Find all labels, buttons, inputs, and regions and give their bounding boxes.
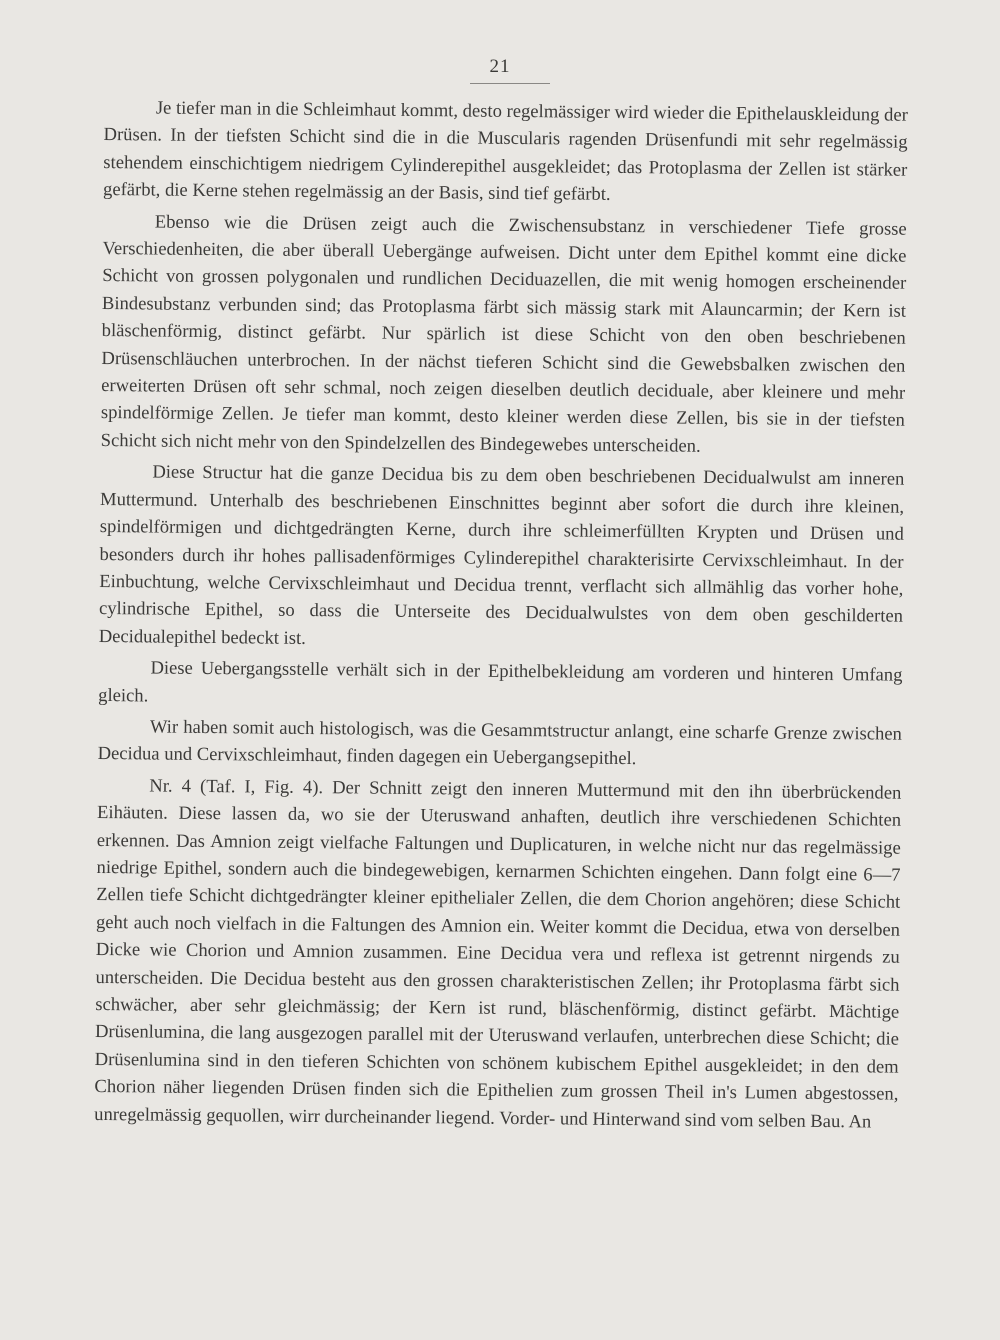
page-number: 21 xyxy=(489,56,511,77)
paragraph: Diese Structur hat die ganze Decidua bis zu dem oben beschriebenen Decidualwulst am inneren Muttermund. Unterhalb des beschriebenen Einschnittes beginnt aber sofort die durch ihre kleinen, spindelförmigen und dichtgedrängten Kerne, durch ihre schleimerfüllten Krypten und Drüsen und besonders durch ihr hohes pallisadenförmiges Cylinderepithel charakterisirte Cervixschleimhaut. In der Einbuchtung, welche Cervixschleimhaut und Decidua trennt, verflacht sich allmählig das vorher hohe, cylindrische Epithel, so dass die Unterseite des Decidualwulstes von dem oben geschilderten Decidualepithel bedeckt ist. xyxy=(98,461,905,649)
paragraph: Wir haben somit auch histologisch, was die Gesammtstructur anlangt, eine scharfe Grenze zwischen Decidua und Cervixschleimhaut, finden dagegen ein Uebergangsepithel. xyxy=(97,716,902,770)
paragraph: Ebenso wie die Drüsen zeigt auch die Zwischensubstanz in verschiedener Tiefe grosse Verschiedenheiten, die aber überall Uebergänge aufweisen. Dicht unter dem Epithel kommt eine dicke Schicht von grossen polygonalen und rundlichen Deciduazellen, die mit wenig homogen erscheinender Bindesubstanz verbunden sind; das Protoplasma färbt sich mässig stark mit Alauncarmin; der Kern ist bläschenförmig, distinct gefärbt. Nur spärlich ist diese Schicht von den oben beschriebenen Drüsenschläuchen unterbrochen. In der nächst tieferen Schicht sind die Gewebsbalken zwischen den erweiterten Drüsen oft sehr schmal, noch zeigen dieselben deutlich deciduale, aber kleinere und mehr spindelförmige Zellen. Je tiefer man kommt, desto kleiner werden diese Zellen, bis sie in der tiefsten Schicht sich nicht mehr von den Spindelzellen des Bindegewebes unterscheiden. xyxy=(100,211,907,457)
body-text xyxy=(94,94,908,1140)
paragraph: Diese Uebergangsstelle verhält sich in der Epithelbekleidung am vorderen und hinteren Umfang gleich. xyxy=(98,657,903,706)
paragraph: Je tiefer man in die Schleimhaut kommt, desto regelmässiger wird wieder die Epithelauskleidung der Drüsen. In der tiefsten Schicht sind die in die Muscularis ragenden Drüsenfundi mit sehr regelmässig stehendem einschichtigem niedrigem Cylinderepithel ausgekleidet; das Protoplasma der Zellen ist stärker gefärbt, die Kerne stehen regelmässig an der Basis, sind tief gefärbt. xyxy=(102,97,908,206)
header-rule xyxy=(470,83,550,84)
paragraph: Nr. 4 (Taf. I, Fig. 4). Der Schnitt zeigt den inneren Muttermund mit den ihn überbrückenden Eihäuten. Diese lassen da, wo sie der Uteruswand anhaften, deutlich ihre verschiedenen Schichten erkennen. Das Amnion zeigt vielfache Faltungen und Duplicaturen, in welche nicht nur das regelmässige niedrige Epithel, sondern auch die bindegewebigen, kernarmen Schichten eingehen. Dann folgt eine 6—7 Zellen tiefe Schicht dichtgedrängter kleiner epithelialer Zellen, die dem Chorion angehören; diese Schicht geht auch noch vielfach in die Faltungen des Amnion ein. Weiter kommt die Decidua, etwa von derselben Dicke wie Chorion und Amnion zusammen. Eine Decidua vera und reflexa ist getrennt nirgends zu unterscheiden. Die Decidua besteht aus den grossen charakteristischen Zellen; ihr Protoplasma färbt sich schwächer, aber sehr gleichmässig; der Kern ist rund, bläschenförmig, distinct gefärbt. Mächtige Drüsenlumina, die lang ausgezogen parallel mit der Uteruswand verlaufen, unterbrechen diese Schicht; die Drüsenlumina sind in den tieferen Schichten von schönem kubischem Epithel ausgekleidet; in den dem Chorion näher liegenden Drüsen finden sich die Epithelien zum grossen Theil in's Lumen abgestossen, unregelmässig gequollen, wirr durcheinander liegend. Vorder- und Hinterwand sind vom selben Bau. An xyxy=(94,775,902,1133)
